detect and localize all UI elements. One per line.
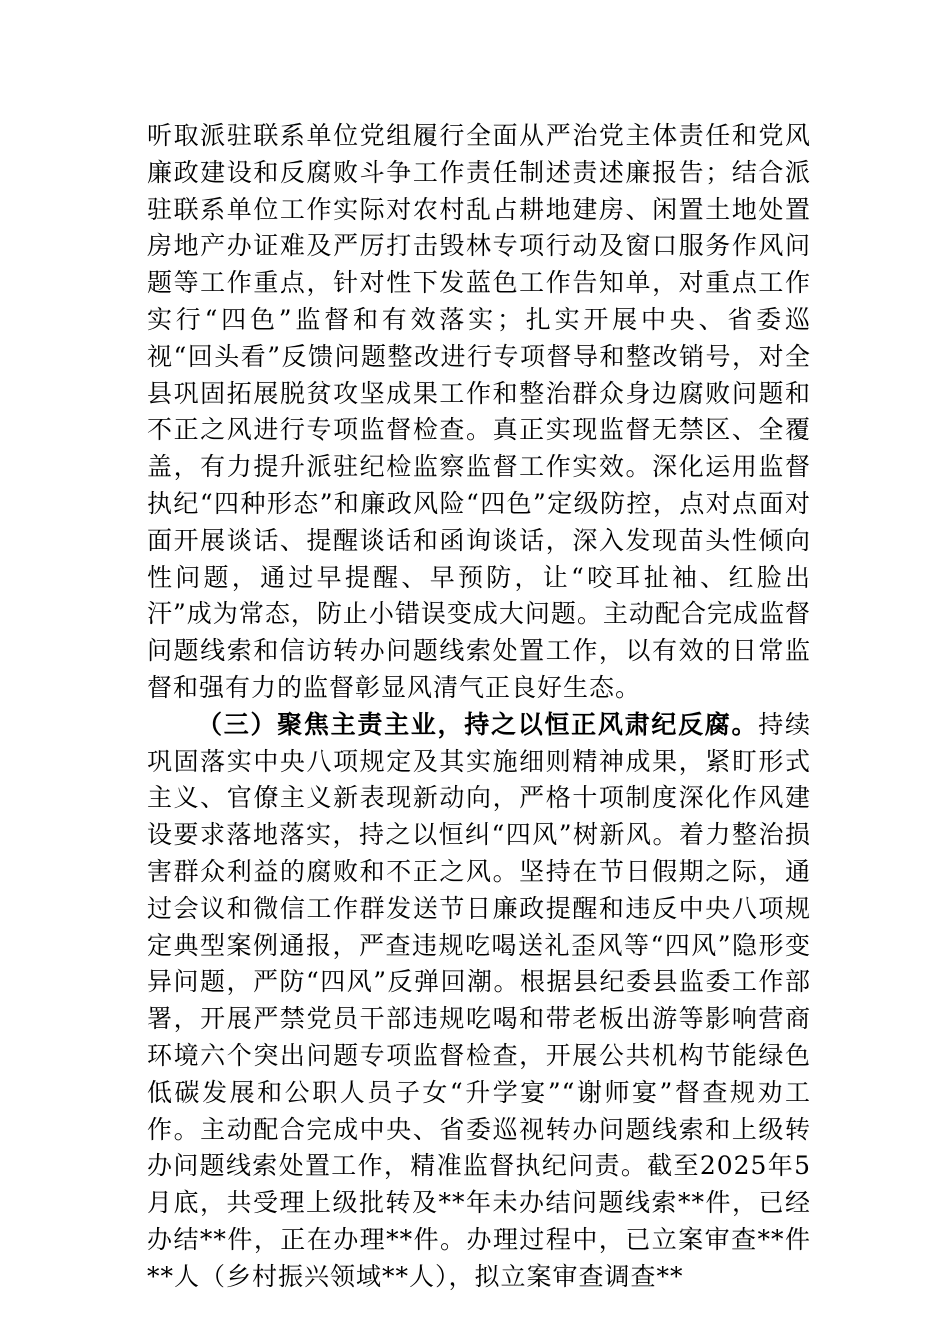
body-paragraph: 听取派驻联系单位党组履行全面从严治党主体责任和党风廉政建设和反腐败斗争工作责任制述责述廉报告；结合派驻联系单位工作实际对农村乱占耕地建房、闲置土地处置房地产办证难及严厉打击毁林专项行动及窗口服务作风问题等工作重点，针对性下发蓝色工作告知单，对重点工作实行“四色”监督和有效落实；扎实开展中央、省委巡视“回头看”反馈问题整改进行专项督导和整改销号，对全县巩固拓展脱贫攻坚成果工作和整治群众身边腐败问题和不正之风进行专项监督检查。真正实现监督无禁区、全覆盖，有力提升派驻纪检监察监督工作实效。深化运用监督执纪“四种形态”和廉政风险“四色”定级防控，点对点面对面开展谈话、提醒谈话和函询谈话，深入发现苗头性倾向性问题，通过早提醒、早预防，让“咬耳扯袖、红脸出汗”成为常态，防止小错误变成大问题。主动配合完成监督问题线索和信访转办问题线索处置工作，以有效的日常监督和强有力的监督彰显风清气正良好生态。: [147, 121, 811, 702]
section-heading: （三）聚焦主责主业，持之以恒正风肃纪反腐。: [197, 709, 759, 739]
section-body-text: 持续巩固落实中央八项规定及其实施细则精神成果，紧盯形式主义、官僚主义新表现新动向，严格十项制度深化作风建设要求落地落实，持之以恒纠“四风”树新风。着力整治损害群众利益的腐败和不正之风。坚持在节日假期之际，通过会议和微信工作群发送节日廉政提醒和违反中央八项规定典型案例通报，严查违规吃喝送礼歪风等“四风”隐形变异问题，严防“四风”反弹回潮。根据县纪委县监委工作部署，开展严禁党员干部违规吃喝和带老板出游等影响营商环境六个突出问题专项监督检查，开展公共机构节能绿色低碳发展和公职人员子女“升学宴”“谢师宴”督查规劝工作。主动配合完成中央、省委巡视转办问题线索和上级转办问题线索处置工作，精准监督执纪问责。截至2025年5月底，共受理上级批转及**年未办结问题线索**件，已经办结**件，正在办理**件。办理过程中，已立案审查**件**人（乡村振兴领域**人），拟立案审查调查**: [147, 709, 811, 1291]
section-paragraph: [147, 707, 811, 1296]
document-page: [147, 118, 811, 1296]
